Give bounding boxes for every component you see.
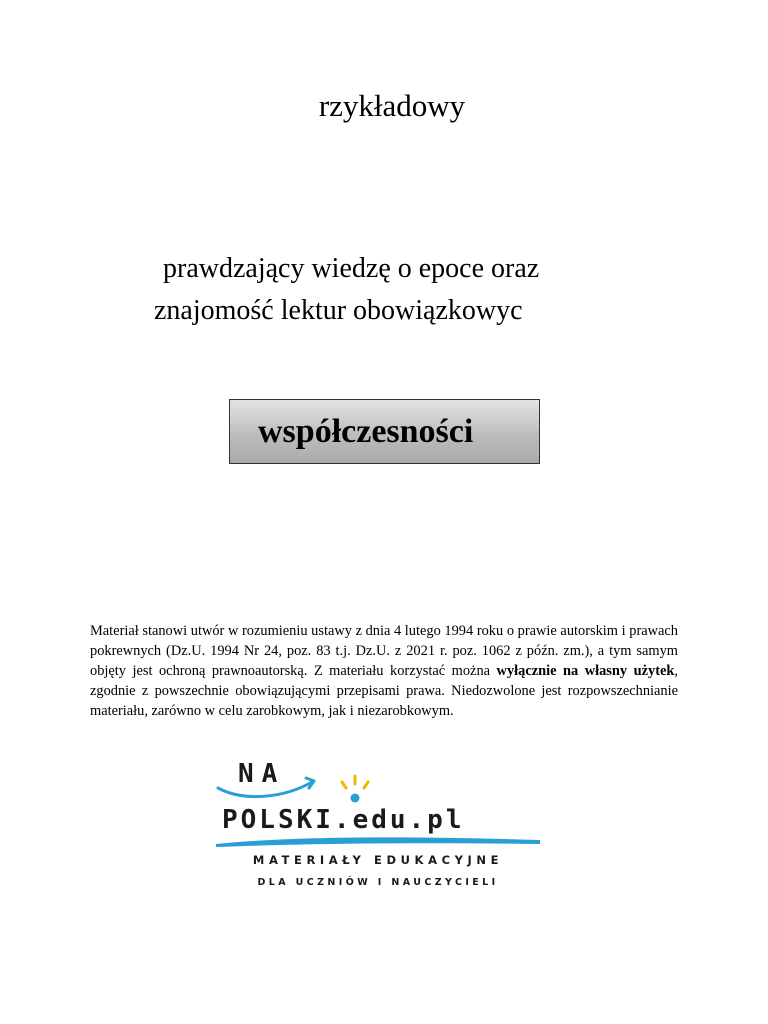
copyright-text-part2: , zgodnie z powszechnie obowiązującymi przepisami prawa. Niedozwolone jest rozpowszechnianie materiału, zarówno w celu zarobkowym, jak i niezarobkowym.: [90, 663, 678, 719]
logo-tagline-2: DLA UCZNIÓW I NAUCZYCIELI: [257, 877, 499, 888]
page-title: rzykładowy: [318, 88, 466, 123]
copyright-notice: [90, 621, 678, 721]
era-label: współczesności: [258, 413, 474, 450]
copyright-bold-text: wyłącznie na własny użytek: [496, 663, 675, 679]
subtitle-line-2: znajomość lektur obowiązkowyc: [154, 295, 523, 326]
logo-wave: [216, 837, 540, 847]
subtitle-line-1: prawdzający wiedzę o epoce oraz: [163, 253, 540, 284]
logo-na-text: NA: [238, 759, 286, 789]
copyright-text-part1: Materiał stanowi utwór w rozumieniu ustawy z dnia 4 lutego 1994 roku o prawie autorskim i prawach pokrewnych (Dz.U. 1994 Nr 24, poz. 83 t.j. Dz.U. z 2021 r. poz. 1062 z późn. zm.), a tym samym objęty jest ochroną prawnoautorską. Z materiału korzystać można: [90, 623, 678, 679]
logo-tagline-1: MATERIAŁY EDUKACYJNE: [252, 853, 504, 867]
napolski-logo: [214, 752, 544, 892]
logo-domain-text: POLSKI.edu.pl: [222, 805, 465, 835]
era-box: [229, 399, 540, 464]
sun-icon: [342, 776, 368, 803]
